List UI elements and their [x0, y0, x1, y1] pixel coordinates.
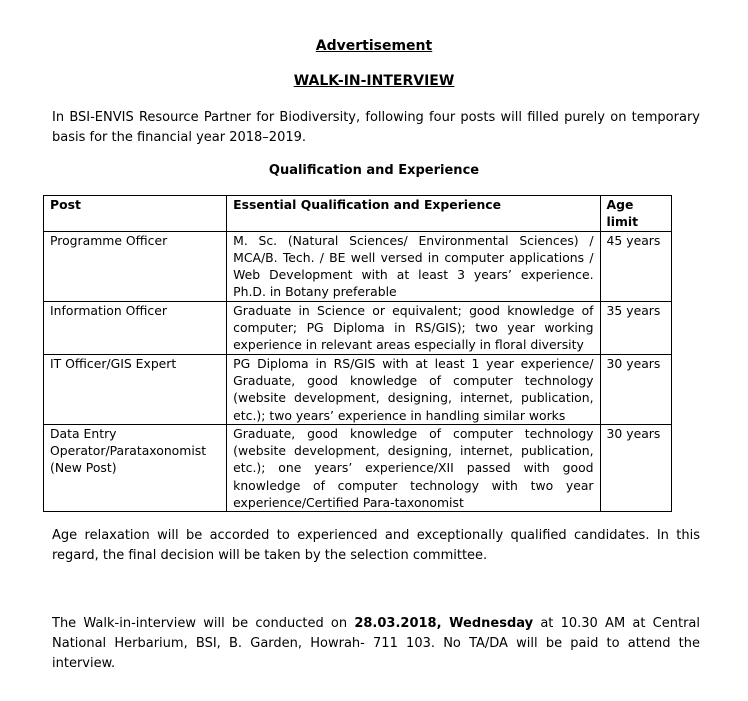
- walkin-date: 28.03.2018, Wednesday: [354, 616, 534, 631]
- age-cell: 45 years: [600, 231, 671, 301]
- qualification-heading: Qualification and Experience: [268, 163, 480, 178]
- table-row: [44, 231, 672, 301]
- qualification-table: [43, 195, 672, 512]
- post-cell: [44, 424, 227, 511]
- post-name-line: (New Post): [50, 460, 117, 476]
- header-post: Post: [44, 196, 227, 232]
- advertisement-title: Advertisement: [315, 38, 433, 54]
- age-cell: 30 years: [600, 424, 671, 511]
- post-name-line: Data Entry: [50, 425, 117, 441]
- post-cell: [44, 354, 227, 424]
- post-cell: [44, 231, 227, 301]
- walkin-text-part1: The Walk-in-interview will be conducted on: [52, 616, 355, 631]
- table-row: [44, 301, 672, 354]
- header-qualification: Essential Qualification and Experience: [227, 196, 600, 232]
- qualification-cell: M. Sc. (Natural Sciences/ Environmental Sciences) / MCA/B. Tech. / BE well versed in computer applications / Web Development with at least 3 years’ experience. Ph.D. in Botany preferable: [227, 231, 600, 301]
- table-row: [44, 424, 672, 511]
- post-cell: [44, 301, 227, 354]
- table-header-row: [44, 196, 672, 232]
- walkin-text-part2: at 10.30 AM at Central National Herbarium, BSI, B. Garden, Howrah- 711 103. No TA/DA will be paid to attend the interview.: [52, 616, 701, 671]
- age-cell: 35 years: [600, 301, 671, 354]
- age-cell: 30 years: [600, 354, 671, 424]
- walk-in-interview-title: WALK-IN-INTERVIEW: [293, 73, 455, 89]
- intro-paragraph: In BSI-ENVIS Resource Partner for Biodiversity, following four posts will filled purely on temporary basis for the financial year 2018–2019.: [52, 110, 700, 145]
- post-name: Information Officer: [50, 302, 167, 318]
- post-name: IT Officer/GIS Expert: [50, 355, 177, 371]
- qualification-cell: Graduate, good knowledge of computer technology (website development, designing, internet, publication, etc.); one years’ experience/XII passed with good knowledge of computer technology with two year experience/Certified Para-taxonomist: [227, 424, 600, 511]
- age-relaxation-paragraph: Age relaxation will be accorded to experienced and exceptionally qualified candidates. In this regard, the final decision will be taken by the selection committee.: [52, 528, 700, 563]
- qualification-cell: PG Diploma in RS/GIS with at least 1 year experience/ Graduate, good knowledge of computer technology (website development, designing, internet, publication, etc.); two years’ experience in handling similar works: [227, 354, 600, 424]
- table-row: [44, 354, 672, 424]
- walk-in-details-paragraph: [52, 614, 700, 674]
- post-name: Programme Officer: [50, 232, 168, 248]
- header-age-limit: Age limit: [600, 196, 671, 232]
- qualification-cell: Graduate in Science or equivalent; good knowledge of computer; PG Diploma in RS/GIS); two year working experience in relevant areas especially in floral diversity: [227, 301, 600, 354]
- post-name-line: Operator/Parataxonomist: [50, 443, 207, 459]
